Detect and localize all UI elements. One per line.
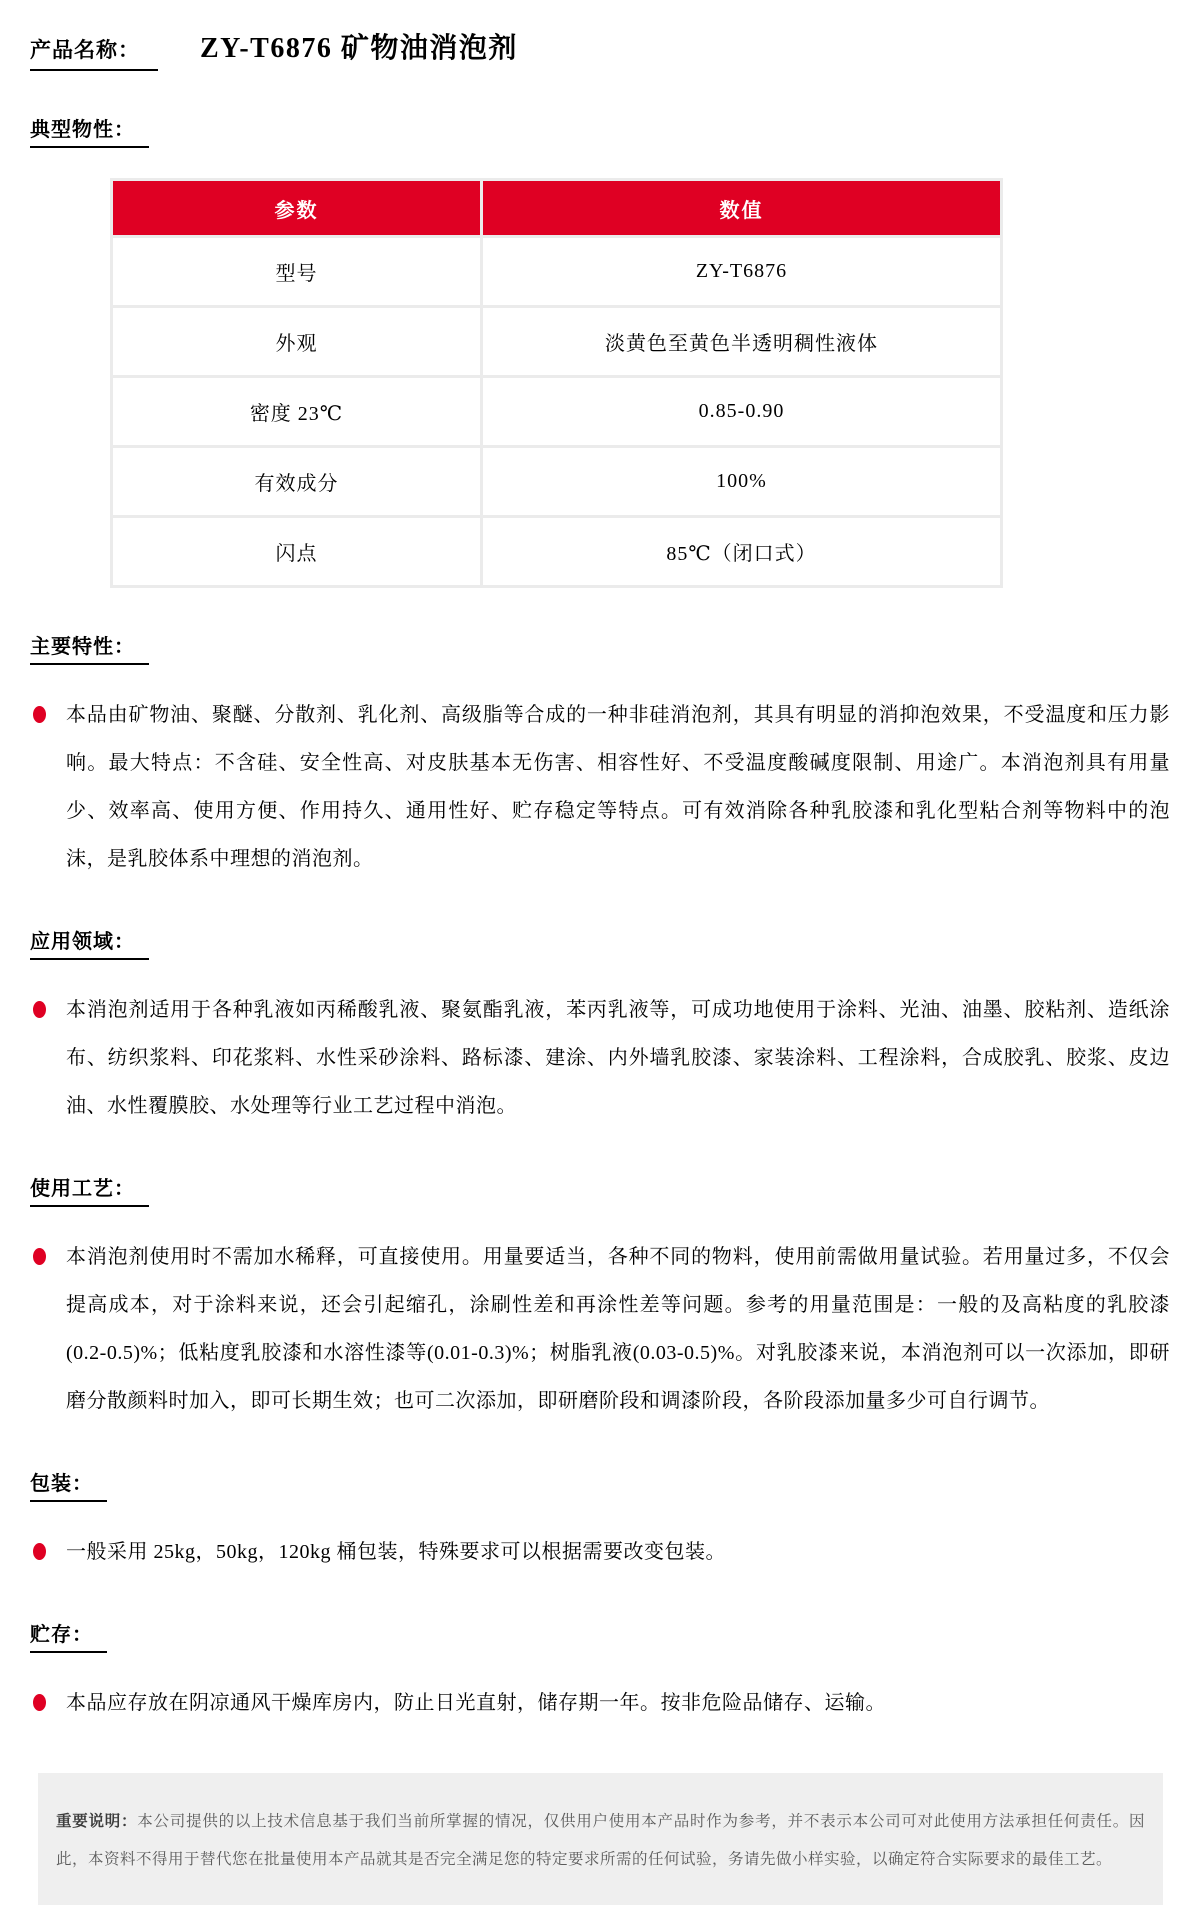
- table-header-row: [112, 180, 1002, 237]
- bullet-icon: [33, 706, 46, 723]
- usage-item: [30, 1233, 1170, 1425]
- section-main-features: [30, 630, 1170, 665]
- value-cell: 淡黄色至黄色半透明稠性液体: [482, 307, 1002, 377]
- column-header-value: 数值: [482, 180, 1002, 237]
- section-packaging: [30, 1467, 1170, 1502]
- param-cell: 有效成分: [112, 447, 482, 517]
- storage-heading: 贮存：: [30, 1618, 107, 1653]
- disclaimer-box: [38, 1773, 1163, 1905]
- page-title: ZY-T6876 矿物油消泡剂: [200, 33, 518, 64]
- bullet-icon: [33, 1248, 46, 1265]
- usage-heading: 使用工艺：: [30, 1172, 149, 1207]
- param-cell: 密度 23℃: [112, 377, 482, 447]
- usage-text: 本消泡剂使用时不需加水稀释，可直接使用。用量要适当，各种不同的物料，使用前需做用量试验。若用量过多，不仅会提高成本，对于涂料来说，还会引起缩孔，涂刷性差和再涂性差等问题。参考的用量范围是：一般的及高粘度的乳胶漆(0.2-0.5)%；低粘度乳胶漆和水溶性漆等(0.01-0.3)%；树脂乳液(0.03-0.5)%。对乳胶漆来说，本消泡剂可以一次添加，即研磨分散颜料时加入，即可长期生效；也可二次添加，即研磨阶段和调漆阶段，各阶段添加量多少可自行调节。: [66, 1246, 1170, 1412]
- typical-properties-heading: 典型物性：: [30, 113, 149, 148]
- storage-item: [30, 1679, 1170, 1727]
- title-row: [30, 26, 1170, 71]
- table-row: [112, 237, 1002, 307]
- packaging-heading: 包装：: [30, 1467, 107, 1502]
- bullet-icon: [33, 1543, 46, 1560]
- section-applications: [30, 925, 1170, 960]
- main-features-text: 本品由矿物油、聚醚、分散剂、乳化剂、高级脂等合成的一种非硅消泡剂，其具有明显的消抑泡效果，不受温度和压力影响。最大特点：不含硅、安全性高、对皮肤基本无伤害、相容性好、不受温度酸碱度限制、用途广。本消泡剂具有用量少、效率高、使用方便、作用持久、通用性好、贮存稳定等特点。可有效消除各种乳胶漆和乳化型粘合剂等物料中的泡沫，是乳胶体系中理想的消泡剂。: [66, 704, 1170, 870]
- main-features-item: [30, 691, 1170, 883]
- product-name-label: 产品名称：: [30, 34, 158, 71]
- section-typical-properties: [30, 113, 1170, 148]
- packaging-text: 一般采用 25kg，50kg，120kg 桶包装，特殊要求可以根据需要改变包装。: [66, 1541, 726, 1563]
- packaging-item: [30, 1528, 1170, 1576]
- disclaimer-label: 重要说明：: [56, 1813, 138, 1830]
- table-row: [112, 517, 1002, 587]
- value-cell: ZY-T6876: [482, 237, 1002, 307]
- section-usage: [30, 1172, 1170, 1207]
- section-storage: [30, 1618, 1170, 1653]
- main-features-heading: 主要特性：: [30, 630, 149, 665]
- value-cell: 85℃（闭口式）: [482, 517, 1002, 587]
- value-cell: 0.85-0.90: [482, 377, 1002, 447]
- table-row: [112, 447, 1002, 517]
- param-cell: 型号: [112, 237, 482, 307]
- properties-table: [110, 178, 1003, 588]
- disclaimer-text: 本公司提供的以上技术信息基于我们当前所掌握的情况，仅供用户使用本产品时作为参考，并不表示本公司可对此使用方法承担任何责任。因此，本资料不得用于替代您在批量使用本产品就其是否完全满足您的特定要求所需的任何试验，务请先做小样实验，以确定符合实际要求的最佳工艺。: [56, 1813, 1145, 1868]
- bullet-icon: [33, 1001, 46, 1018]
- applications-heading: 应用领域：: [30, 925, 149, 960]
- column-header-param: 参数: [112, 180, 482, 237]
- bullet-icon: [33, 1694, 46, 1711]
- param-cell: 外观: [112, 307, 482, 377]
- table-row: [112, 307, 1002, 377]
- param-cell: 闪点: [112, 517, 482, 587]
- applications-item: [30, 986, 1170, 1130]
- value-cell: 100%: [482, 447, 1002, 517]
- applications-text: 本消泡剂适用于各种乳液如丙稀酸乳液、聚氨酯乳液，苯丙乳液等，可成功地使用于涂料、光油、油墨、胶粘剂、造纸涂布、纺织浆料、印花浆料、水性采砂涂料、路标漆、建涂、内外墙乳胶漆、家装涂料、工程涂料，合成胶乳、胶浆、皮边油、水性覆膜胶、水处理等行业工艺过程中消泡。: [66, 999, 1170, 1117]
- table-row: [112, 377, 1002, 447]
- storage-text: 本品应存放在阴凉通风干燥库房内，防止日光直射，储存期一年。按非危险品储存、运输。: [66, 1692, 886, 1714]
